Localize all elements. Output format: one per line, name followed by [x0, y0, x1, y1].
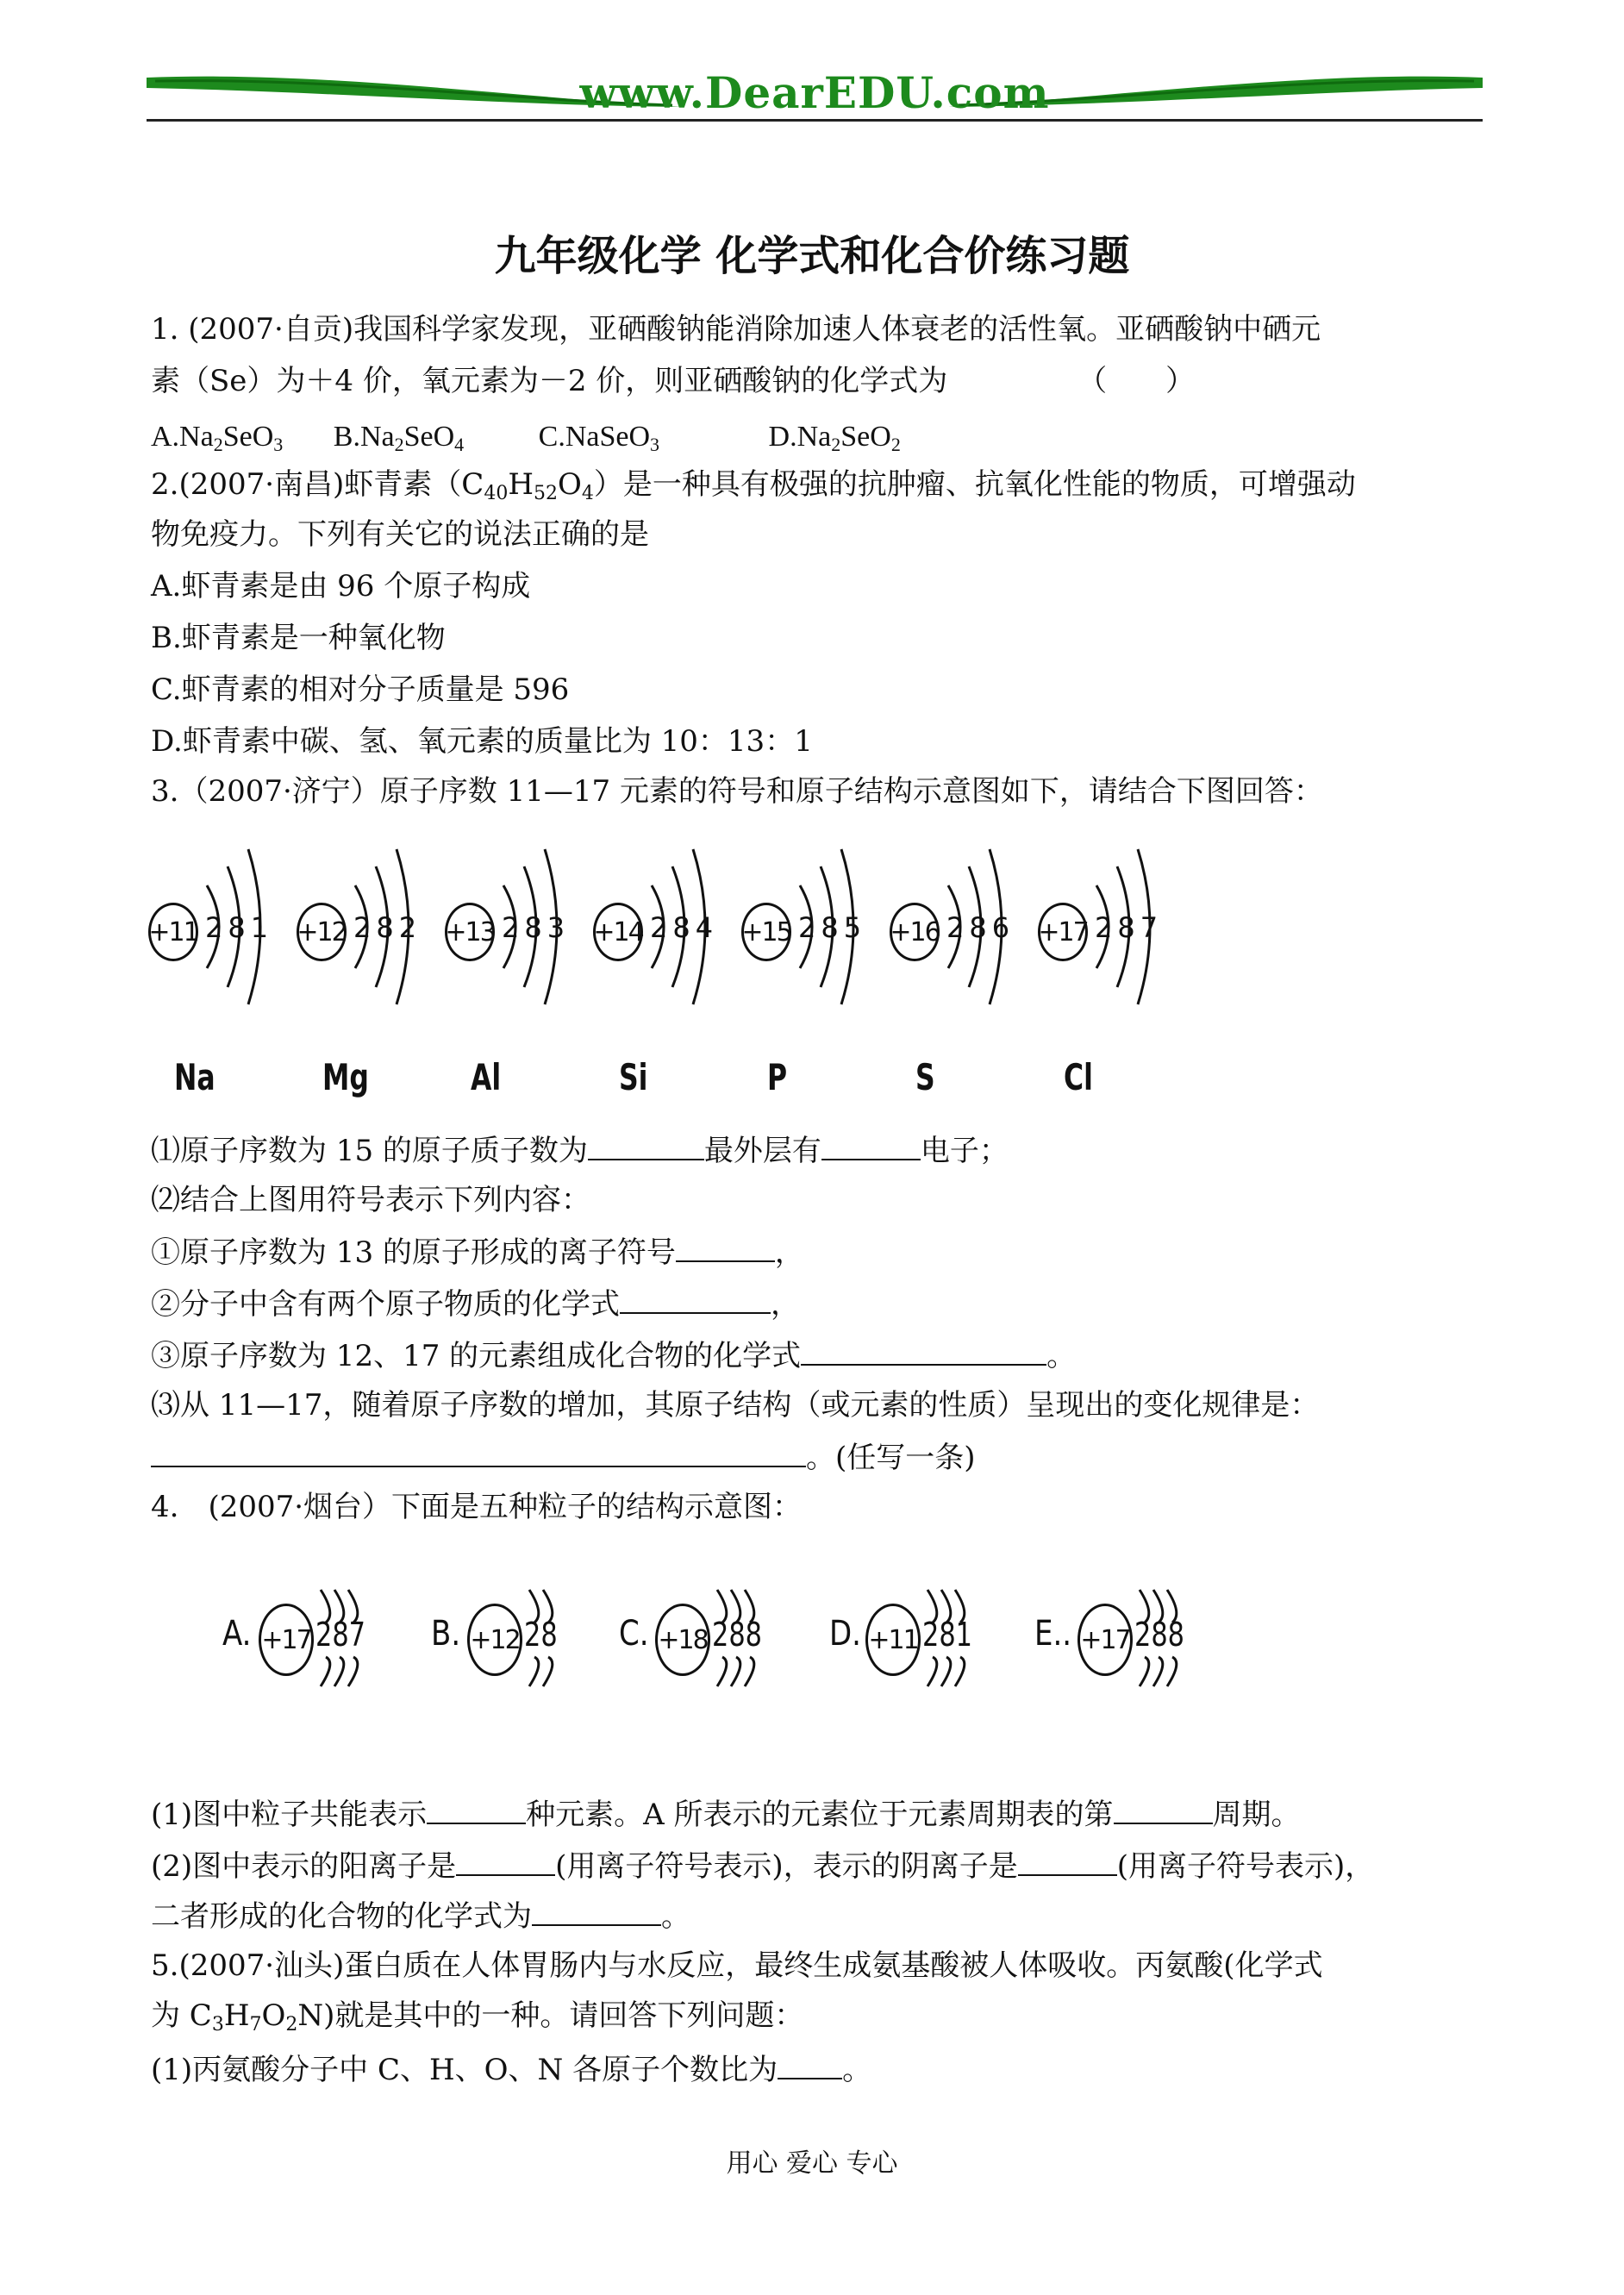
q3-answer-2-3: ③原子序数为 12、17 的元素组成化合物的化学式 。: [151, 1335, 1076, 1375]
atom-diagram: [593, 841, 740, 1013]
q3-intro: 3.（2007·济宁）原子序数 11—17 元素的符号和原子结构示意图如下，请结合下图回答：: [151, 774, 1323, 809]
shell-arcs: [628, 841, 748, 1013]
header-rule: [147, 119, 1483, 122]
electron-shells: 283: [502, 911, 571, 944]
q3-blank-protons[interactable]: [588, 1129, 704, 1160]
element-symbol: S: [915, 1056, 935, 1098]
particle-label: D.: [829, 1614, 861, 1654]
q3-answer-1: ⑴原子序数为 15 的原子质子数为 最外层有 电子；: [151, 1129, 1009, 1170]
electron-shells: 281: [205, 911, 274, 944]
electron-shells: 287: [315, 1616, 366, 1654]
atom-diagram: [890, 841, 1036, 1013]
q1-answer-bracket: （ ）: [1077, 364, 1196, 398]
nucleus-charge: +13: [445, 903, 495, 961]
element-symbol: P: [767, 1056, 788, 1098]
shell-arcs: [705, 1552, 774, 1724]
q2-option-c: C.虾青素的相对分子质量是 596: [151, 672, 570, 707]
page-title: 九年级化学 化学式和化合价练习题: [494, 232, 1130, 280]
element-symbol: Mg: [322, 1056, 369, 1098]
nucleus-charge: +17: [1038, 903, 1088, 961]
q3-answer-2: ⑵结合上图用符号表示下列内容：: [151, 1183, 590, 1217]
q4-blank-compound-formula[interactable]: [532, 1895, 661, 1926]
q2-line2: 物免疫力。下列有关它的说法正确的是: [151, 517, 649, 552]
q3-blank-diatomic-formula[interactable]: [620, 1283, 771, 1314]
q3-answer-3-tail: 。(任写一条): [151, 1436, 976, 1477]
particle-label: E..: [1034, 1614, 1072, 1654]
q4-blank-element-count[interactable]: [427, 1793, 526, 1824]
element-symbol: Na: [174, 1056, 215, 1098]
q4-answer-2: (2)图中表示的阳离子是 (用离子符号表示)，表示的阴离子是 (用离子符号表示)，: [151, 1845, 1374, 1885]
q4-blank-anion[interactable]: [1018, 1845, 1117, 1876]
q2-option-d: D.虾青素中碳、氢、氧元素的质量比为 10：13：1: [151, 724, 813, 759]
atom-diagram: [445, 841, 591, 1013]
electron-shells: 285: [798, 911, 867, 944]
site-name: www.DearEDU.com: [579, 67, 1050, 118]
shell-arcs: [1127, 1552, 1196, 1724]
atom-diagram: [1038, 841, 1184, 1013]
q1-option-b: $B.Na_2SeO_4$: [333, 421, 465, 455]
particle-label: B.: [431, 1614, 461, 1654]
electron-shells: 288: [1134, 1616, 1185, 1654]
nucleus-charge: +11: [148, 903, 198, 961]
nucleus-charge: +15: [741, 903, 791, 961]
q1-option-c: C.NaSeO$_3$: [538, 421, 660, 455]
nucleus-charge: +16: [890, 903, 940, 961]
shell-arcs: [915, 1552, 984, 1724]
q5-blank-atom-ratio[interactable]: [778, 2048, 842, 2079]
q3-blank-compound-formula[interactable]: [801, 1335, 1046, 1366]
shell-arcs: [776, 841, 896, 1013]
q1-option-d: $D.Na_2SeO_2$: [768, 421, 901, 455]
element-symbol: Si: [619, 1056, 648, 1098]
nucleus-charge: +17: [1077, 1604, 1133, 1676]
q1-line2-text: 素（Se）为＋4 价，氧元素为－2 价，则亚硒酸钠的化学式为: [151, 364, 948, 398]
q2-option-b: B.虾青素是一种氧化物: [151, 621, 446, 655]
footer-slogan: 用心 爱心 专心: [726, 2148, 898, 2179]
shell-arcs: [479, 841, 600, 1013]
q4-intro: 4. (2007·烟台）下面是五种粒子的结构示意图：: [151, 1490, 803, 1524]
nucleus-charge: +11: [865, 1604, 921, 1676]
electron-shells: 284: [650, 911, 719, 944]
atom-diagram: [741, 841, 888, 1013]
electron-shells: 282: [353, 911, 422, 944]
particle-label: C.: [619, 1614, 649, 1654]
nucleus-charge: +14: [593, 903, 643, 961]
nucleus-charge: +12: [467, 1604, 522, 1676]
q1-line2: [151, 362, 1195, 400]
q2-option-a: A.虾青素是由 96 个原子构成: [151, 569, 531, 603]
q4-blank-period[interactable]: [1114, 1793, 1213, 1824]
q1-option-a: $A.Na_2SeO_3$: [151, 421, 284, 455]
q3-answer-3: ⑶从 11—17，随着原子序数的增加，其原子结构（或元素的性质）呈现出的变化规律是：: [151, 1388, 1320, 1423]
shell-arcs: [183, 841, 303, 1013]
nucleus-charge: +17: [259, 1604, 314, 1676]
q4-answer-2-line2: 二者形成的化合物的化学式为 。: [151, 1895, 690, 1935]
q4-blank-cation[interactable]: [456, 1845, 555, 1876]
q2-line1: 2.(2007·南昌)虾青素$(C_{40}H_{52}O_4)$是一种具有极强的抗肿瘤、抗氧化性能的物质，可增强动: [151, 467, 1356, 504]
q5-line2: 为 $C_3H_7O_2N$)就是其中的一种。请回答下列问题：: [151, 1998, 804, 2035]
q3-blank-trend[interactable]: [151, 1436, 806, 1467]
shell-arcs: [331, 841, 452, 1013]
shell-arcs: [517, 1552, 586, 1724]
q3-blank-outer-electrons[interactable]: [821, 1129, 921, 1160]
q3-blank-ion-symbol[interactable]: [676, 1231, 775, 1262]
electron-shells: 288: [712, 1616, 763, 1654]
nucleus-charge: +18: [655, 1604, 710, 1676]
atom-diagram: [297, 841, 443, 1013]
electron-shells: 287: [1095, 911, 1164, 944]
q3-answer-2-2: ②分子中含有两个原子物质的化学式 ，: [151, 1283, 800, 1323]
q4-answer-1: (1)图中粒子共能表示 种元素。A 所表示的元素位于元素周期表的第 周期。: [151, 1793, 1301, 1834]
q5-line1: 5.(2007·汕头)蛋白质在人体胃肠内与水反应，最终生成氨基酸被人体吸收。丙氨酸(化学式: [151, 1948, 1323, 1983]
electron-shells: 286: [946, 911, 1015, 944]
atom-diagram: [148, 841, 295, 1013]
element-symbol: Al: [471, 1056, 502, 1098]
q1-options: [151, 418, 901, 456]
particle-label: A.: [222, 1614, 252, 1654]
electron-shells: 28: [524, 1616, 558, 1654]
nucleus-charge: +12: [297, 903, 347, 961]
q3-answer-2-1: ①原子序数为 13 的原子形成的离子符号 ，: [151, 1231, 804, 1272]
shell-arcs: [1072, 841, 1193, 1013]
shell-arcs: [309, 1552, 378, 1724]
q1-line1: 1. (2007·自贡)我国科学家发现，亚硒酸钠能消除加速人体衰老的活性氧。亚硒酸钠中硒元: [151, 312, 1321, 347]
shell-arcs: [924, 841, 1045, 1013]
element-symbol: Cl: [1064, 1056, 1093, 1098]
q5-answer-1: (1)丙氨酸分子中 C、H、O、N 各原子个数比为 。: [151, 2048, 871, 2089]
electron-shells: 281: [922, 1616, 973, 1654]
